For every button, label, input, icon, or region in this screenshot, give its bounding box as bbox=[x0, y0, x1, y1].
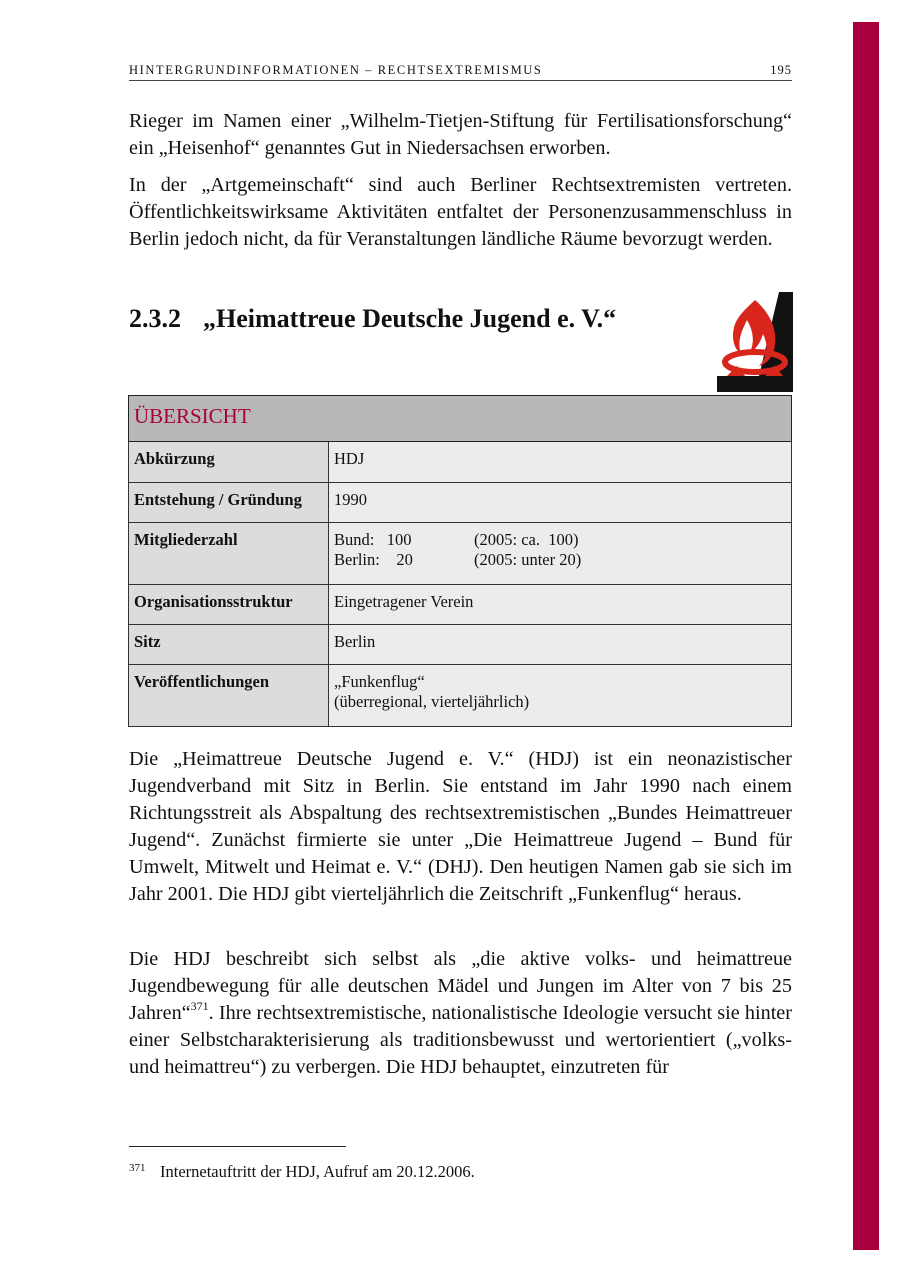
abbreviation-value: HDJ bbox=[329, 442, 792, 483]
founding-value: 1990 bbox=[329, 483, 792, 523]
structure-value: Eingetragener Verein bbox=[329, 585, 792, 625]
members-label: Mitgliederzahl bbox=[129, 523, 329, 585]
paragraph-4 bbox=[129, 946, 792, 1081]
table-row bbox=[129, 523, 792, 585]
members-berlin-count: Berlin: 20 bbox=[334, 550, 413, 569]
table-row bbox=[129, 442, 792, 483]
footnote-divider bbox=[129, 1146, 346, 1147]
table-row bbox=[129, 483, 792, 523]
paragraph-4-part-2: . Ihre rechtsextremistische, nationalistische Ideologie versucht sie hinter einer Selbstcharakterisierung als traditionsbewusst und wertorientiert („volks- und heimattreu“) zu verbergen. Die HDJ behauptet, einzutreten für bbox=[129, 1002, 792, 1078]
footnote-reference[interactable]: 371 bbox=[190, 999, 209, 1014]
founding-label: Entstehung / Gründung bbox=[129, 483, 329, 523]
seat-label: Sitz bbox=[129, 625, 329, 665]
paragraph-1: Rieger im Namen einer „Wilhelm-Tietjen-Stiftung für Fertilisationsforschung“ ein „Heisenhof“ genanntes Gut in Niedersachsen erworben. bbox=[129, 110, 792, 159]
paragraph-2: In der „Artgemeinschaft“ sind auch Berliner Rechtsextremisten vertreten. Öffentlichkeitswirksame Aktivitäten entfaltet der Personenzusammenschluss in Berlin jedoch nicht, da für Veranstaltungen ländliche Räume bevorzugt werden. bbox=[129, 174, 792, 250]
table-row bbox=[129, 665, 792, 727]
paragraph-3: Die „Heimattreue Deutsche Jugend e. V.“ (HDJ) ist ein neonazistischer Jugendverband mit Sitz in Berlin. Sie entstand im Jahr 1990 nach einem Richtungsstreit als Abspaltung des rechtsextremistischen „Bundes Heimattreuer Jugend“. Zunächst firmierte sie unter „Die Heimattreue Jugend – Bund für Umwelt, Mitwelt und Heimat e. V.“ (DHJ). Den heutigen Namen gab sie sich im Jahr 2001. Die HDJ gibt vierteljährlich die Zeitschrift „Funkenflug“ heraus. bbox=[129, 748, 792, 905]
members-row-berlin bbox=[334, 550, 786, 570]
publications-title: „Funkenflug“ bbox=[334, 672, 425, 691]
footnote bbox=[129, 1162, 475, 1182]
members-federal-previous: (2005: ca. 100) bbox=[474, 530, 579, 549]
section-title: „Heimattreue Deutsche Jugend e. V.“ bbox=[203, 304, 617, 333]
publications-label: Veröffentlichungen bbox=[129, 665, 329, 727]
section-number: 2.3.2 bbox=[129, 304, 181, 333]
footnote-number: 371 bbox=[129, 1162, 146, 1174]
publications-frequency: (überregional, vierteljährlich) bbox=[334, 692, 530, 711]
overview-title: ÜBERSICHT bbox=[129, 396, 792, 442]
footnote-text: Internetauftritt der HDJ, Aufruf am 20.12.2006. bbox=[160, 1162, 475, 1181]
side-color-bar bbox=[853, 22, 879, 1250]
running-header-title: HINTERGRUNDINFORMATIONEN – RECHTSEXTREMISMUS bbox=[129, 63, 543, 77]
seat-value: Berlin bbox=[329, 625, 792, 665]
members-value bbox=[329, 523, 792, 585]
members-federal-count: Bund: 100 bbox=[334, 530, 412, 549]
members-row-federal bbox=[334, 530, 786, 550]
page-number: 195 bbox=[770, 63, 792, 77]
flame-emblem-icon bbox=[717, 292, 793, 392]
table-row bbox=[129, 585, 792, 625]
overview-header-row bbox=[129, 396, 792, 442]
abbreviation-label: Abkürzung bbox=[129, 442, 329, 483]
members-berlin-previous: (2005: unter 20) bbox=[474, 550, 582, 569]
paragraph-4-part-1: Die HDJ beschreibt sich selbst als „die aktive volks- und heimattreue Jugendbewegung für alle deutschen Mädel und Jungen im Alter von 7 bis 25 Jahren“ bbox=[129, 948, 792, 1024]
publications-value bbox=[329, 665, 792, 727]
running-header bbox=[129, 62, 792, 81]
table-row bbox=[129, 625, 792, 665]
overview-table bbox=[128, 395, 792, 727]
section-heading bbox=[129, 304, 616, 334]
structure-label: Organisationsstruktur bbox=[129, 585, 329, 625]
